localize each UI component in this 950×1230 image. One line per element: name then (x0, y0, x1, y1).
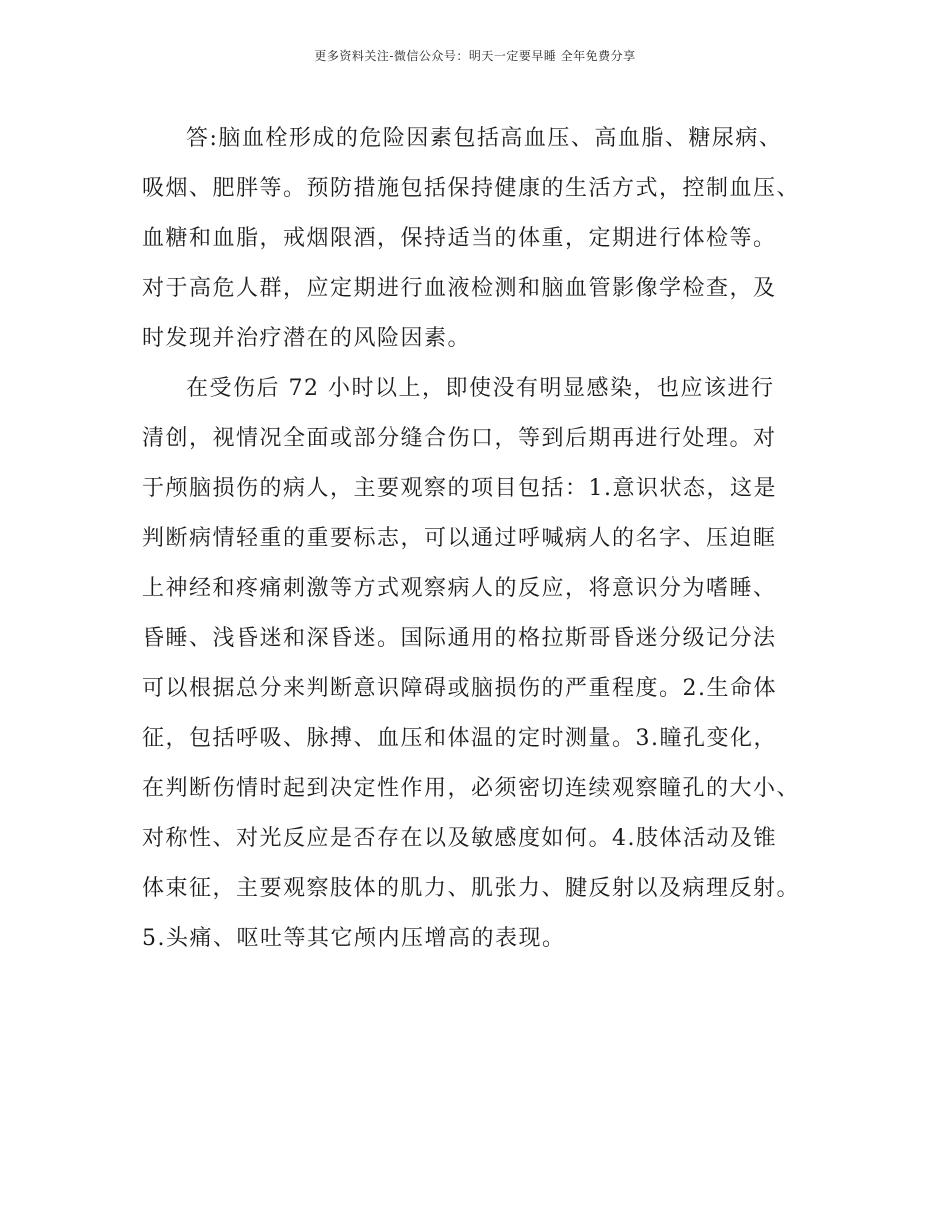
text-line: 昏睡、浅昏迷和深昏迷。国际通用的格拉斯哥昏迷分级记分法 (142, 626, 777, 651)
page-header: 更多资料关注-微信公众号：明天一定要早睡 全年免费分享 (314, 49, 636, 63)
text-line: 体束征，主要观察肢体的肌力、肌张力、腱反射以及病理反射。 (142, 876, 801, 901)
text-line: 在受伤后 72 小时以上，即使没有明显感染，也应该进行 (186, 376, 775, 401)
text-line: 时发现并治疗潜在的风险因素。 (142, 326, 472, 351)
text-line: 可以根据总分来判断意识障碍或脑损伤的严重程度。2.生命体 (142, 676, 777, 701)
text-line: 于颅脑损伤的病人，主要观察的项目包括：1.意识状态，这是 (142, 476, 777, 501)
text-line: 血糖和血脂，戒烟限酒，保持适当的体重，定期进行体检等。 (142, 226, 777, 251)
text-line: 判断病情轻重的重要标志，可以通过呼喊病人的名字、压迫眶 (142, 526, 777, 551)
text-line: 清创，视情况全面或部分缝合伤口，等到后期再进行处理。对 (142, 426, 777, 451)
text-line: 答:脑血栓形成的危险因素包括高血压、高血脂、糖尿病、 (186, 126, 783, 151)
text-line: 上神经和疼痛刺激等方式观察病人的反应，将意识分为嗜睡、 (142, 576, 777, 601)
text-line: 征，包括呼吸、脉搏、血压和体温的定时测量。3.瞳孔变化， (142, 726, 777, 751)
text-line: 对称性、对光反应是否存在以及敏感度如何。4.肢体活动及锥 (142, 826, 777, 851)
paragraph (142, 114, 832, 364)
text-line: 5.头痛、呕吐等其它颅内压增高的表现。 (142, 926, 566, 951)
text-line: 吸烟、肥胖等。预防措施包括保持健康的生活方式，控制血压、 (142, 176, 801, 201)
text-line: 在判断伤情时起到决定性作用，必须密切连续观察瞳孔的大小、 (142, 776, 801, 801)
text-line: 对于高危人群，应定期进行血液检测和脑血管影像学检查，及 (142, 276, 777, 301)
paragraph (142, 364, 832, 964)
document-body (142, 114, 832, 964)
